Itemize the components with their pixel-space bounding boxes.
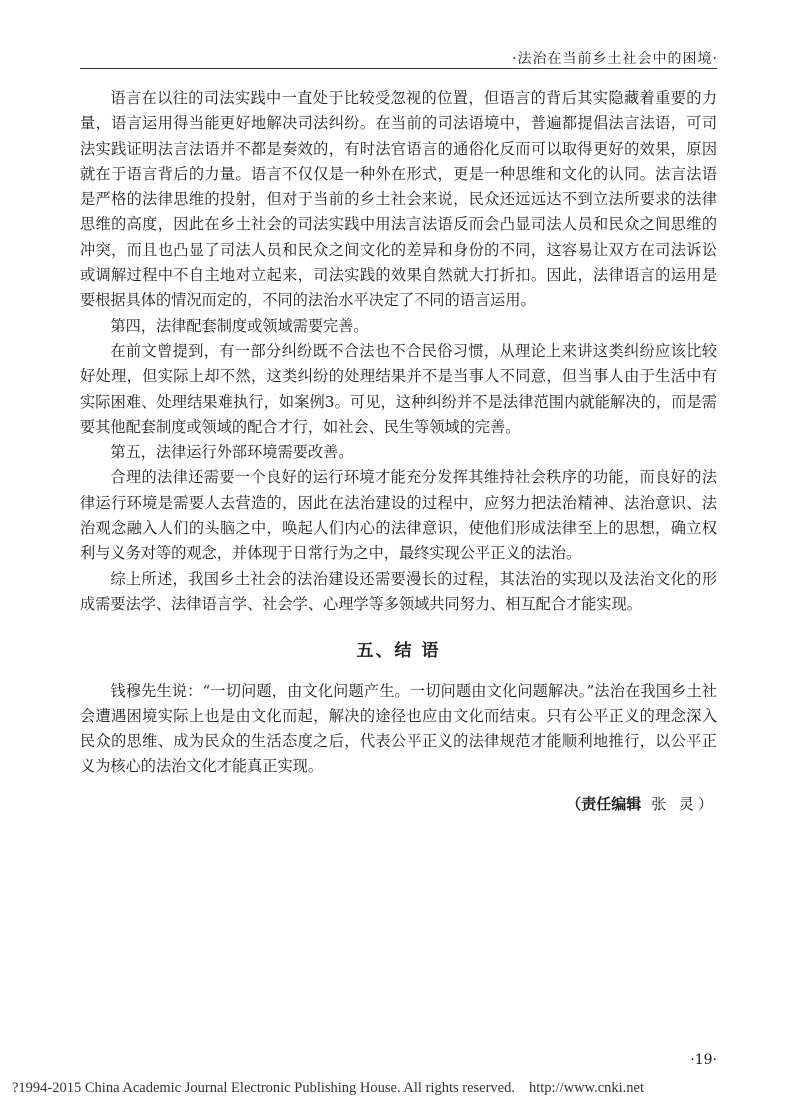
copyright-footer	[12, 1080, 788, 1097]
paragraph-conclusion: 钱穆先生说：“一切问题，由文化问题产生。一切问题由文化问题解决。”法治在我国乡土社会遭遇困境实际上也是由文化而起，解决的途径也应由文化而结束。只有公平正义的理念深入民众的思维、成为民众的生活态度之后，代表公平正义的法律规范才能顺利地推行，以公平正义为核心的法治文化才能真正实现。	[80, 681, 717, 776]
paragraph-language: 语言在以往的司法实践中一直处于比较受忽视的位置，但语言的背后其实隐藏着重要的力量，语言运用得当能更好地解决司法纠纷。在当前的司法语境中，普遍都提倡法言法语，可司法实践证明法言法语并不都是奏效的，有时法官语言的通俗化反而可以取得更好的效果，原因就在于语言背后的力量。语言不仅仅是一种外在形式，更是一种思维和文化的认同。法言法语是严格的法律思维的投射，但对于当前的乡土社会来说，民众还远远达不到立法所要求的法律思维的高度，因此在乡土社会的司法实践中用法言法语反而会凸显司法人员和民众之间思维的冲突，而且也凸显了司法人员和民众之间文化的差异和身份的不同，这容易让双方在司法诉讼或调解过程中不自主地对立起来，司法实践的效果自然就大打折扣。因此，法律语言的运用是要根据具体的情况而定的，不同的法治水平决定了不同的语言运用。	[80, 89, 717, 310]
paragraph-environment: 合理的法律还需要一个良好的运行环境才能充分发挥其维持社会秩序的功能，而良好的法律运行环境是需要人去营造的，因此在法治建设的过程中，应努力把法治精神、法治意识、法治观念融入人们的头脑之中，唤起人们内心的法律意识，使他们形成法律至上的思想，确立权利与义务对等的观念，并体现于日常行为之中，最终实现公平正义的法治。	[80, 468, 717, 563]
editor-label: （责任编辑	[566, 795, 642, 813]
editor-name: 张 灵）	[651, 795, 717, 813]
section-heading-conclusion: 五、结 语	[356, 641, 441, 662]
running-head-title: ·法治在当前乡土社会中的困境·	[512, 51, 718, 67]
copyright-text: ?1994-2015 China Academic Journal Electronic Publishing House. All rights reserved.	[12, 1080, 515, 1096]
responsible-editor	[560, 793, 717, 814]
paragraph-point-five: 第五，法律运行外部环境需要改善。	[110, 443, 354, 462]
paragraph-point-four: 第四，法律配套制度或领域需要完善。	[110, 316, 369, 335]
footer-url-link[interactable]: http://www.cnki.net	[528, 1080, 645, 1096]
article-body	[80, 86, 717, 780]
page-number: ·19·	[690, 1052, 717, 1068]
paragraph-summary: 综上所述，我国乡土社会的法治建设还需要漫长的过程，其法治的实现以及法治文化的形成需要法学、法律语言学、社会学、心理学等多领域共同努力、相互配合才能实现。	[80, 569, 717, 613]
header-rule	[80, 68, 717, 69]
paragraph-supporting-systems: 在前文曾提到，有一部分纠纷既不合法也不合民俗习惯，从理论上来讲这类纠纷应该比较好处理，但实际上却不然，这类纠纷的处理结果并不是当事人不同意，但当事人由于生活中有实际困难、处理结果难执行，如案例3。可见，这种纠纷并不是法律范围内就能解决的，而是需要其他配套制度或领域的配合才行，如社会、民生等领域的完善。	[80, 341, 717, 436]
